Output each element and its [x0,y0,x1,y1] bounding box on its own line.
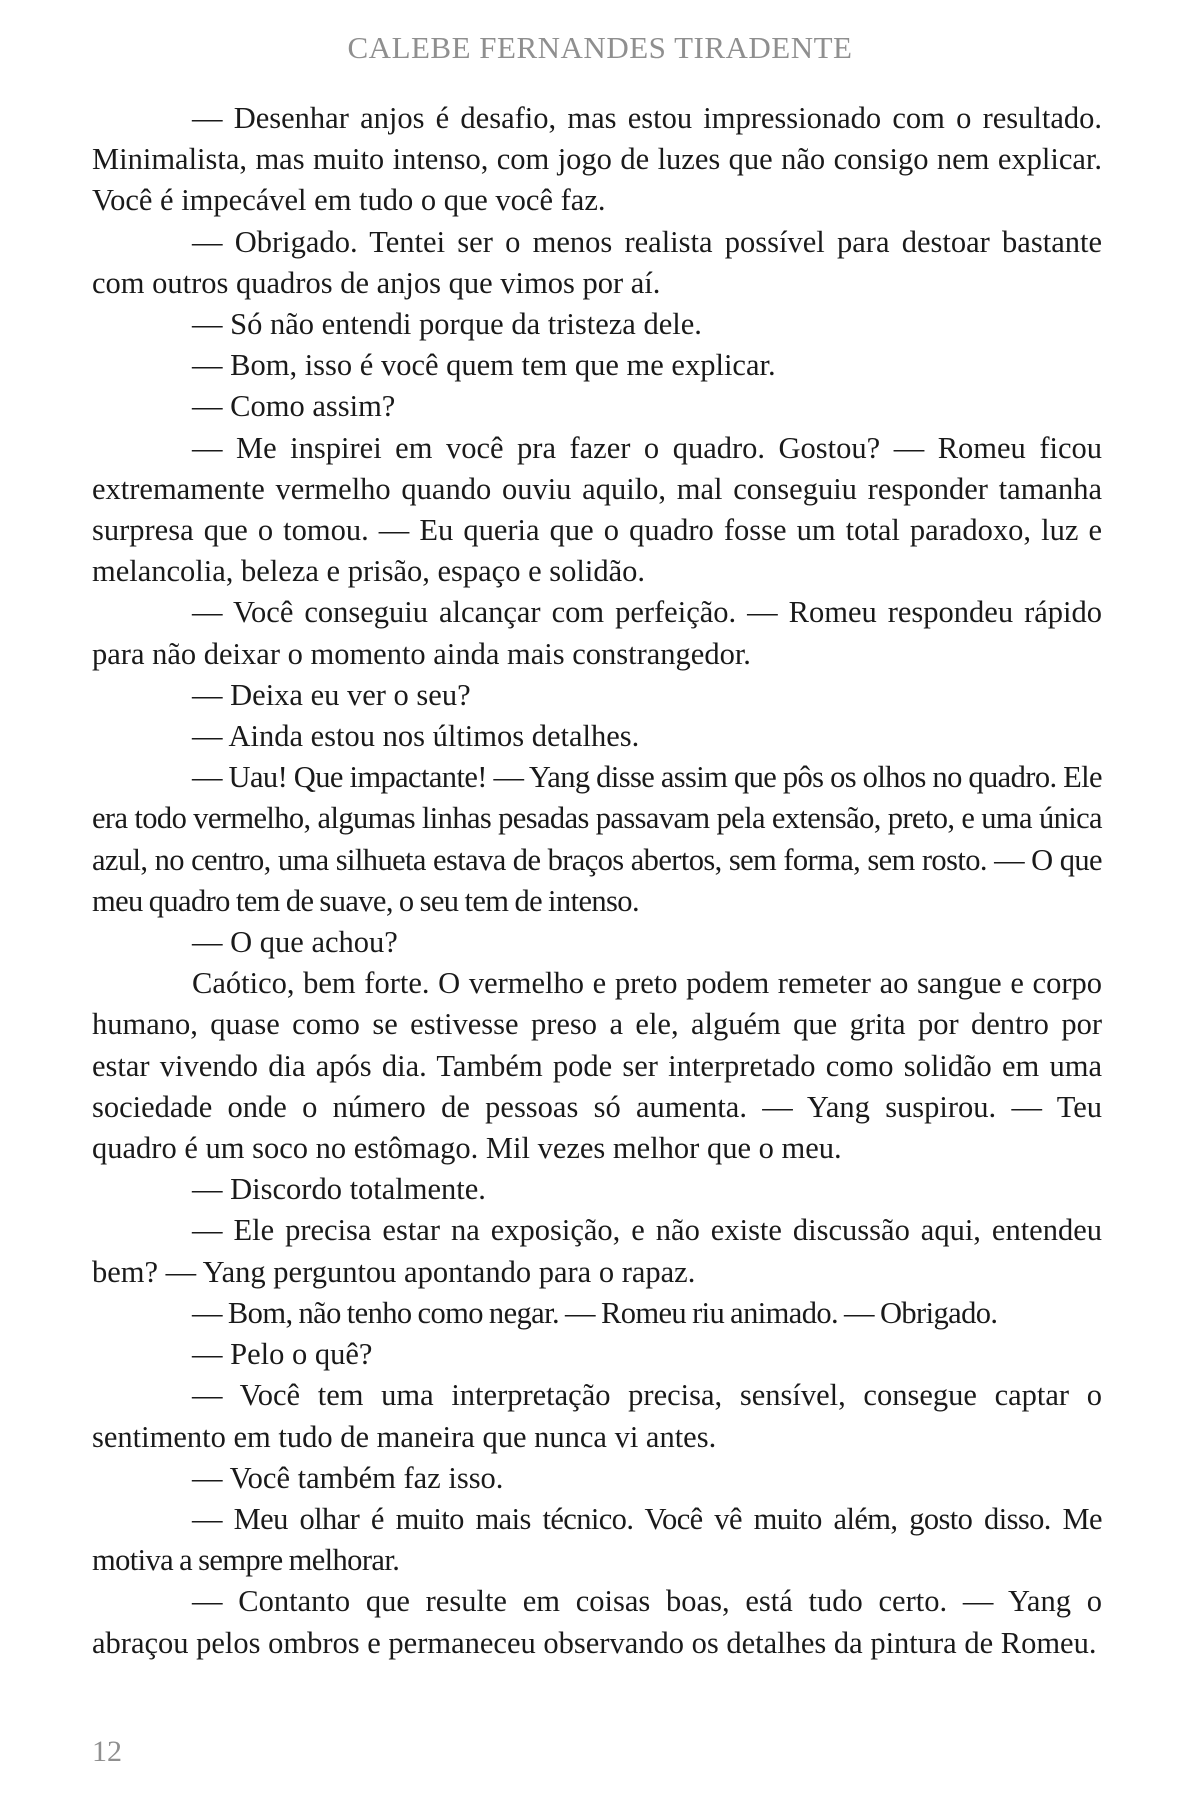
running-head: CALEBE FERNANDES TIRADENTE [347,30,853,65]
body-text [92,98,1102,1664]
paragraph: — Ainda estou nos últimos detalhes. [192,719,640,754]
paragraph: — Você tem uma interpretação precisa, sensível, consegue captar o sentimento em tudo de maneira que nunca vi antes. [92,1378,1102,1454]
page-number: 12 [92,1735,122,1768]
paragraph: — Uau! Que impactante! — Yang disse assim que pôs os olhos no quadro. Ele era todo vermelho, algumas linhas pesadas passavam pela extensão, preto, e uma única azul, no centro, uma silhueta estava de braços abertos, sem forma, sem rosto. — O que meu quadro tem de suave, o seu tem de intenso. [92,760,1102,918]
paragraph: — Bom, não tenho como negar. — Romeu riu animado. — Obrigado. [192,1295,998,1330]
paragraph: — Como assim? [192,389,396,424]
paragraph: — Desenhar anjos é desafio, mas estou impressionado com o resultado. Minimalista, mas muito intenso, com jogo de luzes que não consigo nem explicar. Você é impecável em tudo o que você faz. [92,101,1102,218]
paragraph: — Meu olhar é muito mais técnico. Você vê muito além, gosto disso. Me motiva a sempre melhorar. [92,1501,1102,1578]
paragraph: — Pelo o quê? [192,1337,373,1372]
paragraph: — Contanto que resulte em coisas boas, está tudo certo. — Yang o abraçou pelos ombros e permaneceu observando os detalhes da pintura de Romeu. [92,1584,1102,1660]
paragraph: — Deixa eu ver o seu? [192,677,471,712]
paragraph: — Me inspirei em você pra fazer o quadro. Gostou? — Romeu ficou extremamente vermelho quando ouviu aquilo, mal conseguiu responder tamanha surpresa que o tomou. — Eu queria que o quadro fosse um total paradoxo, luz e melancolia, beleza e prisão, espaço e solidão. [92,430,1102,589]
paragraph: — O que achou? [192,925,398,960]
paragraph: — Ele precisa estar na exposição, e não existe discussão aqui, entendeu bem? — Yang perguntou apontando para o rapaz. [92,1213,1102,1289]
paragraph: Caótico, bem forte. O vermelho e preto podem remeter ao sangue e corpo humano, quase como se estivesse preso a ele, alguém que grita por dentro por estar vivendo dia após dia. Também pode ser interpretado como solidão em uma sociedade onde o número de pessoas só aumenta. — Yang suspirou. — Teu quadro é um soco no estômago. Mil vezes melhor que o meu. [92,966,1102,1166]
paragraph: — Só não entendi porque da tristeza dele. [192,307,702,342]
paragraph: — Obrigado. Tentei ser o menos realista possível para destoar bastante com outros quadros de anjos que vimos por aí. [92,224,1102,300]
paragraph: — Você também faz isso. [192,1460,504,1495]
paragraph: — Bom, isso é você quem tem que me explicar. [192,348,776,383]
paragraph: — Você conseguiu alcançar com perfeição. — Romeu respondeu rápido para não deixar o momento ainda mais constrangedor. [92,595,1102,671]
paragraph: — Discordo totalmente. [192,1172,486,1207]
